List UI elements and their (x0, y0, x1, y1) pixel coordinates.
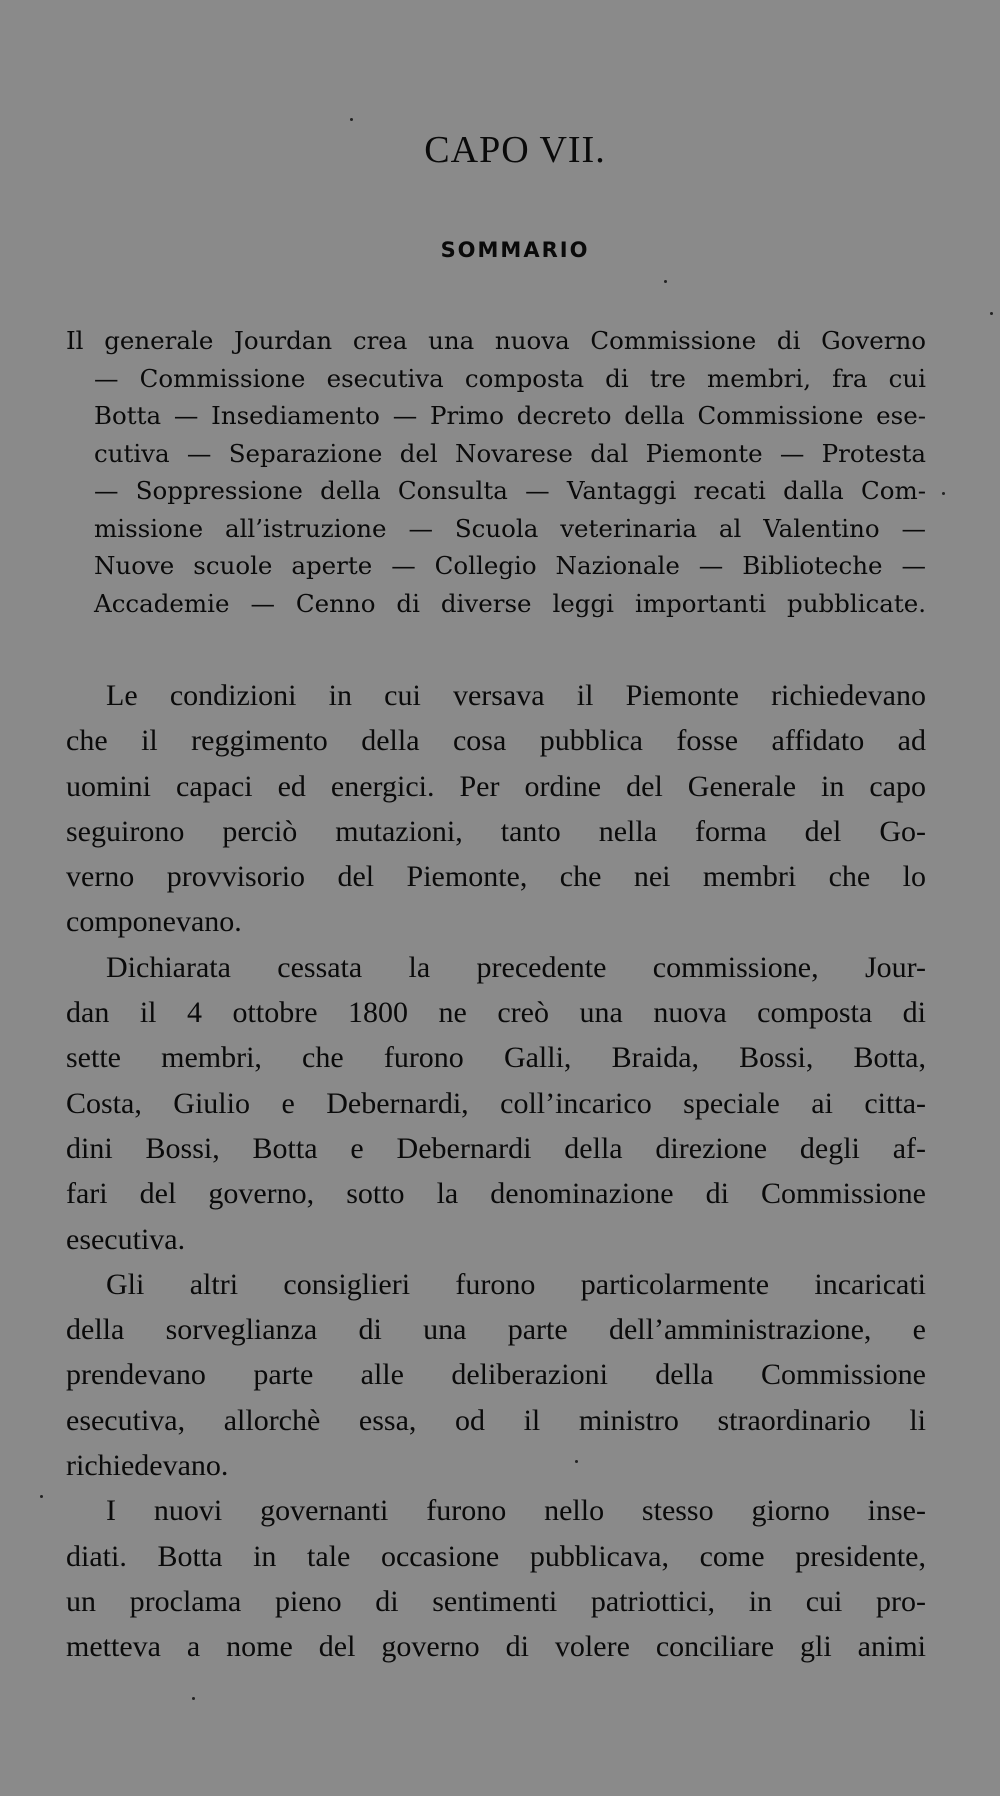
summary-heading: SOMMARIO (440, 238, 590, 262)
summary-line: Accademie — Cenno di diverse leggi importanti pubblicate. (94, 588, 926, 618)
scan-speck (664, 280, 667, 283)
summary-line: — Soppressione della Consulta — Vantaggi recati dalla Com- (94, 476, 926, 505)
paragraph-line: un proclama pieno di sentimenti patriottici, in cui pro- (66, 1584, 926, 1618)
chapter-title: CAPO VII. (424, 129, 606, 171)
body-text (66, 673, 926, 1670)
paragraph-line: seguirono perciò mutazioni, tanto nella forma del Go- (66, 814, 926, 848)
paragraph-line: Le condizioni in cui versava il Piemonte richiedevano (106, 679, 926, 712)
paragraph-line: richiedevano. (66, 1449, 229, 1483)
paragraph-line: che il reggimento della cosa pubblica fosse affidato ad (66, 724, 926, 758)
summary-line: Il generale Jourdan crea una nuova Commissione di Governo (66, 326, 926, 355)
scan-speck (942, 492, 945, 495)
paragraph-line: verno provvisorio del Piemonte, che nei membri che lo (66, 860, 926, 894)
paragraph-line: Costa, Giulio e Debernardi, coll’incarico speciale ai citta- (66, 1086, 926, 1120)
paragraph-line: Dichiarata cessata la precedente commissione, Jour- (106, 950, 926, 984)
paragraph-line: della sorveglianza di una parte dell’amministrazione, e (66, 1313, 926, 1347)
paragraph-line: fari del governo, sotto la denominazione di Commissione (66, 1177, 926, 1211)
paragraph-line: I nuovi governanti furono nello stesso giorno inse- (106, 1494, 926, 1528)
paragraph-line: esecutiva. (66, 1222, 186, 1256)
paragraph-line: dan il 4 ottobre 1800 ne creò una nuova composta di (66, 996, 926, 1030)
scan-speck (192, 1697, 195, 1700)
paragraph-line: componevano. (66, 905, 242, 939)
paragraph-line: Gli altri consiglieri furono particolarmente incaricati (106, 1267, 926, 1301)
paragraph-line: sette membri, che furono Galli, Braida, Bossi, Botta, (66, 1041, 926, 1075)
summary-line: cutiva — Separazione del Novarese dal Piemonte — Protesta (94, 438, 926, 468)
summary-line: Botta — Insediamento — Primo decreto della Commissione ese- (94, 401, 926, 430)
summary-line: missione all’istruzione — Scuola veterinaria al Valentino — (94, 513, 926, 543)
paragraph-line: uomini capaci ed energici. Per ordine del Generale in capo (66, 769, 926, 803)
paragraph-line: dini Bossi, Botta e Debernardi della direzione degli af- (66, 1131, 926, 1165)
paragraph-line: metteva a nome del governo di volere conciliare gli animi (66, 1630, 926, 1664)
summary-line: Nuove scuole aperte — Collegio Nazionale — Biblioteche — (94, 551, 926, 580)
scan-speck (350, 118, 353, 121)
paragraph-line: esecutiva, allorchè essa, od il ministro straordinario li (66, 1403, 926, 1437)
summary-paragraph (66, 322, 926, 622)
scan-speck (40, 1495, 43, 1498)
summary-line: — Commissione esecutiva composta di tre membri, fra cui (94, 363, 926, 393)
scan-speck (575, 1460, 578, 1463)
scan-speck (990, 312, 993, 315)
paragraph-line: prendevano parte alle deliberazioni della Commissione (66, 1358, 926, 1392)
paragraph-line: diati. Botta in tale occasione pubblicava, come presidente, (66, 1539, 926, 1573)
